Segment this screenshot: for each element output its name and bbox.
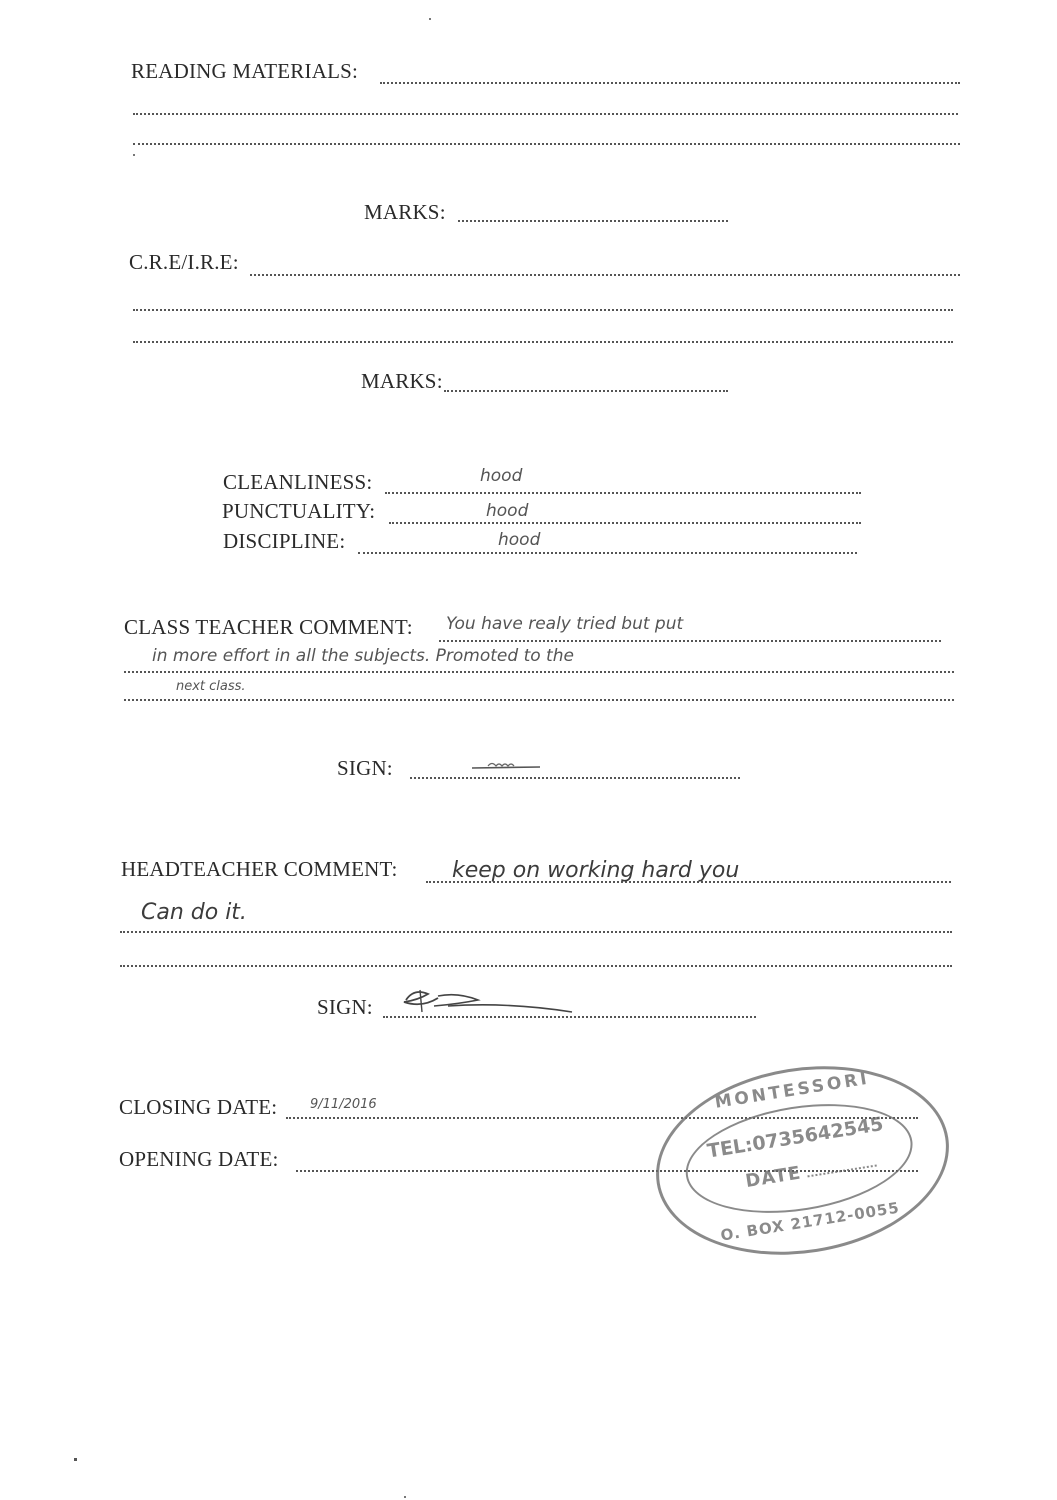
scan-speck [404, 1496, 406, 1498]
class-teacher-comment-line-3[interactable] [124, 699, 954, 701]
punctuality-label: PUNCTUALITY: [222, 499, 376, 523]
punctuality-value: hood [486, 501, 529, 521]
class-teacher-comment-text-1: You have realy tried but put [446, 614, 684, 634]
scan-speck [429, 18, 431, 20]
headteacher-comment-line-2[interactable] [120, 931, 952, 933]
discipline-value: hood [498, 530, 541, 550]
headteacher-comment-label: HEADTEACHER COMMENT: [121, 857, 398, 881]
stamp-tel: TEL:0735642545 [705, 1113, 885, 1163]
discipline-label: DISCIPLINE: [223, 529, 346, 553]
reading-materials-line-2[interactable] [133, 113, 958, 115]
class-teacher-comment-line-1[interactable] [439, 640, 941, 642]
class-teacher-sign-line[interactable] [410, 777, 740, 779]
stamp-bottom-text: O. BOX 21712-0055 [719, 1198, 901, 1245]
cre-ire-marks-line[interactable] [444, 390, 728, 392]
stamp-date-label: DATE [743, 1162, 803, 1193]
scan-speck [133, 154, 135, 156]
headteacher-comment-line-3[interactable] [120, 965, 952, 967]
cre-ire-marks-label: MARKS: [361, 369, 443, 393]
reading-materials-label: READING MATERIALS: [131, 59, 359, 83]
headteacher-sign-label: SIGN: [317, 995, 373, 1019]
reading-materials-marks-label: MARKS: [364, 200, 446, 224]
headteacher-comment-text-2: Can do it. [141, 900, 247, 925]
headteacher-comment-text-1: keep on working hard you [452, 858, 740, 883]
class-teacher-signature [470, 758, 550, 778]
class-teacher-comment-text-2: in more effort in all the subjects. Promoted to the [152, 646, 574, 666]
school-stamp [642, 1046, 962, 1275]
scan-speck [74, 1458, 77, 1461]
class-teacher-comment-label: CLASS TEACHER COMMENT: [124, 615, 413, 639]
stamp-top-text: MONTESSORI [713, 1068, 871, 1113]
cre-ire-label: C.R.E/I.R.E: [129, 250, 239, 274]
class-teacher-comment-line-2[interactable] [124, 671, 954, 673]
opening-date-label: OPENING DATE: [119, 1147, 279, 1171]
reading-materials-line-3[interactable] [133, 143, 960, 145]
class-teacher-comment-text-3: next class. [176, 679, 246, 694]
cre-ire-line-2[interactable] [133, 309, 953, 311]
closing-date-label: CLOSING DATE: [119, 1095, 278, 1119]
closing-date-value: 9/11/2016 [310, 1097, 377, 1112]
reading-materials-marks-line[interactable] [458, 220, 728, 222]
class-teacher-sign-label: SIGN: [337, 756, 393, 780]
cleanliness-label: CLEANLINESS: [223, 470, 373, 494]
discipline-line[interactable] [358, 552, 857, 554]
punctuality-line[interactable] [389, 522, 861, 524]
headteacher-signature [398, 986, 578, 1018]
reading-materials-line-1[interactable] [380, 82, 960, 84]
cleanliness-line[interactable] [385, 492, 861, 494]
cleanliness-value: hood [480, 466, 523, 486]
cre-ire-line-3[interactable] [133, 341, 953, 343]
cre-ire-line-1[interactable] [250, 274, 960, 276]
